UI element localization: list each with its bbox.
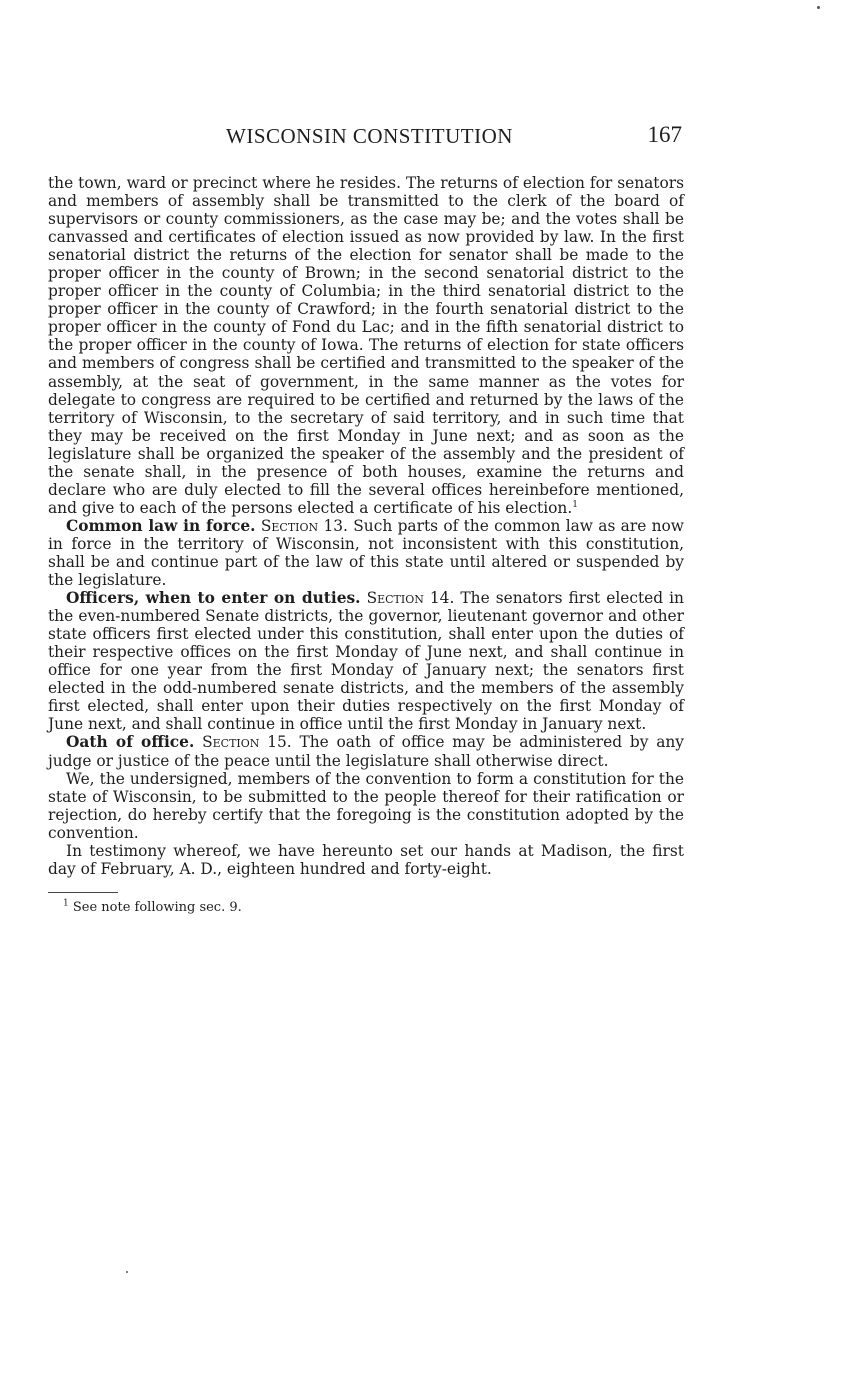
paragraph-returns-of-election	[48, 174, 684, 517]
page-number: 167	[647, 122, 682, 147]
document-page	[48, 124, 684, 916]
sidenote-officers-duties: Officers, when to enter on duties.	[66, 589, 361, 608]
paragraph-text: Such parts of the common law as are now in force in the territory of Wisconsin, not inconsistent with this constitution, shall be and continue part of the law of this state until altered or suspended by the legislature.	[48, 516, 684, 590]
paragraph-text: In testimony whereof, we have hereunto set our hands at Madison, the first day of February, A. D., eighteen hundred and forty-eight.	[48, 841, 684, 878]
section-label: Section 13.	[260, 516, 348, 535]
paragraph-text: We, the undersigned, members of the convention to form a constitution for the state of Wisconsin, to be submitted to the people thereof for their ratification or rejection, do hereby certify that the foregoing is the constitution adopted by the convention.	[48, 769, 684, 842]
footnote-text: See note following sec. 9.	[72, 899, 242, 915]
paragraph-text: The oath of office may be administered by any judge or justice of the peace until the legislature shall otherwise direct.	[48, 733, 684, 770]
paragraph-testimony	[48, 842, 684, 878]
footnote-reference: 1	[572, 499, 578, 510]
footnote-marker: 1	[63, 898, 69, 909]
sidenote-oath-of-office: Oath of office.	[66, 733, 195, 752]
body-text	[48, 174, 684, 878]
footnote-divider	[48, 892, 118, 893]
paragraph-section-14	[48, 589, 684, 733]
section-label: Section 14.	[366, 589, 455, 608]
scan-speck	[126, 1271, 128, 1273]
paragraph-section-15	[48, 733, 684, 769]
scan-speck	[817, 6, 820, 9]
paragraph-text: the town, ward or precinct where he resides. The returns of election for senators and members of assembly shall be transmitted to the clerk of the board of supervisors or county commissioners, as the case may be; and the votes shall be canvassed and certificates of election issued as now provided by law. In the first senatorial district the returns of the election for senator shall be made to the proper officer in the county of Brown; in the second senatorial district to the proper officer in the county of Columbia; in the third senatorial district to the proper officer in the county of Crawford; in the fourth senatorial district to the proper officer in the county of Fond du Lac; and in the fifth senatorial district to the proper officer in the county of Iowa. The returns of election for state officers and members of congress shall be certified and transmitted to the speaker of the assembly, at the seat of government, in the same manner as the votes for delegate to congress are required to be certified and returned by the laws of the territory of Wisconsin, to the secretary of said territory, and in such time that they may be received on the first Monday in June next; and as soon as the legislature shall be organized the speaker of the assembly and the president of the senate shall, in the presence of both houses, examine the returns and declare who are duly elected to fill the several offices hereinbefore mentioned, and give to each of the persons elected a certificate of his election.	[48, 174, 684, 517]
sidenote-common-law: Common law in force.	[66, 516, 256, 535]
paragraph-section-13	[48, 517, 684, 589]
paragraph-certification	[48, 770, 684, 842]
page-title: WISCONSIN CONSTITUTION	[226, 124, 513, 148]
footnote	[63, 900, 684, 916]
running-header	[48, 124, 684, 158]
section-label: Section 15.	[202, 733, 292, 752]
paragraph-text: The senators first elected in the even-numbered Senate districts, the governor, lieutenant governor and other state officers first elected under this constitution, shall enter upon the duties of their respective offices on the first Monday of June next, and shall continue in office for one year from the first Monday of January next; the senators first elected in the odd-numbered senate districts, and the members of the assembly first elected, shall enter upon their duties respectively on the first Monday of June next, and shall continue in office until the first Monday in January next.	[48, 589, 684, 734]
